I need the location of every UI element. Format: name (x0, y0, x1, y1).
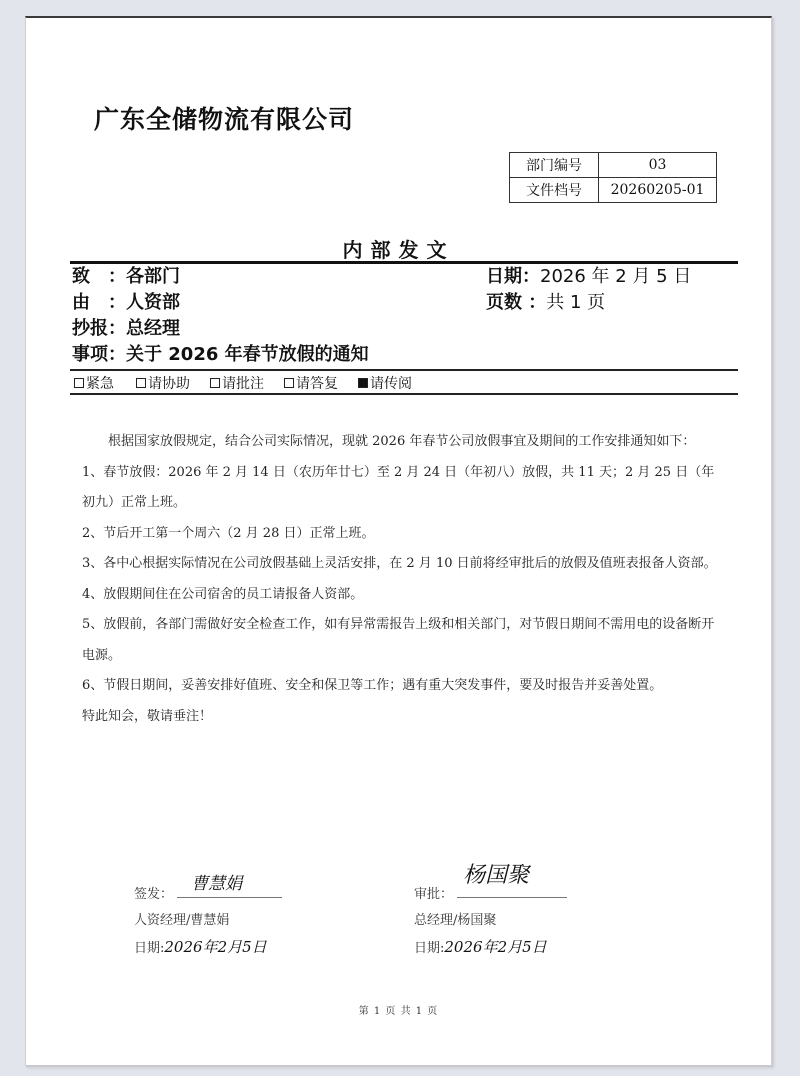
meta-label: 部门编号 (510, 153, 599, 178)
meta-table (509, 152, 717, 203)
pages-field (486, 290, 605, 316)
approver-title: 总经理/杨国聚 (414, 913, 497, 928)
pages-label: 页数 ： (486, 292, 547, 313)
approver-sign-row (414, 863, 567, 908)
approver-date-label: 日期: (414, 941, 445, 956)
flag-circulate (358, 373, 412, 393)
checkbox-empty-icon (284, 378, 294, 388)
body-item-5: 5、放假前，各部门需做好安全检查工作，如有异常需报告上级和相关部门，对节假日期间不需用电的设备断开电源。 (82, 617, 715, 663)
flag-urgent (74, 373, 114, 393)
body-item-1: 1、春节放假：2026 年 2 月 14 日（农历年廿七）至 2 月 24 日（年初八）放假，共 11 天；2 月 25 日（年初九）正常上班。 (82, 464, 715, 510)
flag-assist (136, 373, 190, 393)
approver-date (414, 934, 567, 962)
document-page (25, 16, 772, 1066)
meta-value: 03 (599, 153, 717, 178)
notice-body (82, 427, 722, 732)
checkbox-empty-icon (210, 378, 220, 388)
meta-row-file-no (510, 178, 717, 203)
body-closing: 特此知会，敬请垂注！ (82, 708, 213, 724)
issuer-label: 签发： (134, 887, 174, 902)
flag-annotate (210, 373, 264, 393)
from-value: 人资部 (126, 292, 180, 313)
routing-flags (74, 373, 430, 393)
checkbox-empty-icon (74, 378, 84, 388)
approver-signature-line (457, 863, 567, 898)
cc-field (72, 316, 180, 342)
issuer-title: 人资经理/曹慧娟 (134, 913, 230, 928)
date-value: 2026 年 2 月 5 日 (540, 266, 692, 287)
checkbox-filled-icon (358, 378, 368, 388)
body-intro: 根据国家放假规定，结合公司实际情况，现就 2026 年春节公司放假事宜及期间的工作安排通知如下： (108, 434, 696, 449)
from-field (72, 290, 180, 316)
flag-label: 请答复 (296, 376, 338, 392)
issuer-date (134, 934, 282, 962)
signature-block-issuer (134, 874, 282, 962)
flag-label: 请协助 (148, 376, 190, 392)
flag-reply (284, 373, 338, 393)
approver-date-value: 2026年2月5日 (444, 938, 547, 956)
body-item-6: 6、节假日期间，妥善安排好值班、安全和保卫等工作；遇有重大突发事件，要及时报告并妥善处置。 (82, 678, 663, 693)
date-label: 日期： (486, 266, 540, 287)
from-label: 由 ： (72, 292, 126, 313)
meta-row-dept-no (510, 153, 717, 178)
to-label: 致 ： (72, 266, 126, 287)
meta-value: 20260205-01 (599, 178, 717, 203)
subject-label: 事项： (72, 344, 126, 365)
approver-handwritten-signature: 杨国聚 (463, 863, 530, 888)
issuer-sign-row (134, 874, 282, 908)
body-item-3: 3、各中心根据实际情况在公司放假基础上灵活安排，在 2 月 10 日前将经审批后的放假及值班表报备人资部。 (82, 556, 717, 571)
flag-label: 紧急 (86, 376, 114, 392)
issuer-date-label: 日期: (134, 941, 165, 956)
subject-value: 关于 2026 年春节放假的通知 (126, 344, 369, 365)
meta-label: 文件档号 (510, 178, 599, 203)
flags-divider (70, 393, 738, 395)
flag-label: 请批注 (222, 376, 264, 392)
cc-value: 总经理 (126, 318, 180, 339)
date-field (486, 264, 691, 290)
to-field (72, 264, 180, 290)
checkbox-empty-icon (136, 378, 146, 388)
company-name: 广东全储物流有限公司 (94, 105, 355, 134)
page-number: 第 1 页 共 1 页 (358, 1006, 439, 1017)
header-divider (70, 369, 738, 371)
approver-label: 审批： (414, 887, 454, 902)
body-item-4: 4、放假期间住在公司宿舍的员工请报备人资部。 (82, 586, 364, 602)
document-title: 内部发文 (342, 238, 455, 262)
flag-label: 请传阅 (370, 376, 412, 392)
body-item-2: 2、节后开工第一个周六（2 月 28 日）正常上班。 (82, 525, 375, 541)
issuer-handwritten-signature: 曹慧娟 (191, 874, 243, 894)
signature-block-approver (414, 863, 567, 962)
issuer-signature-line (177, 874, 282, 898)
cc-label: 抄报： (72, 318, 126, 339)
issuer-date-value: 2026年2月5日 (164, 938, 267, 956)
subject-field (72, 342, 369, 368)
pages-value: 共 1 页 (546, 292, 606, 313)
to-value: 各部门 (126, 266, 180, 287)
